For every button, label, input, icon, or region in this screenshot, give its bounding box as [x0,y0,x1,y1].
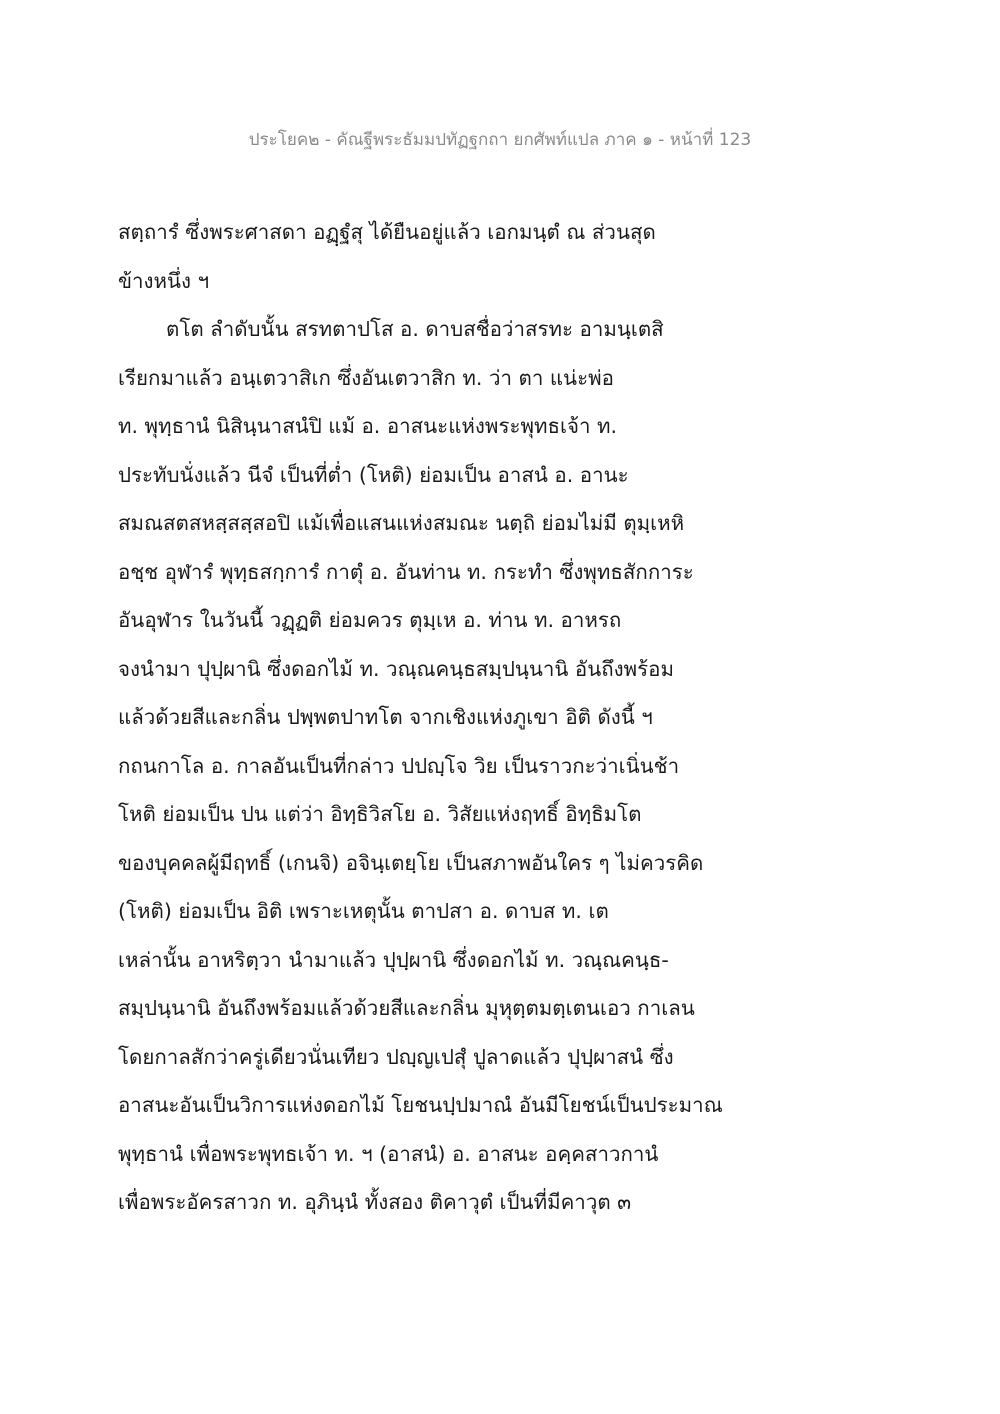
text-line: ท. พุทฺธานํ นิสินฺนาสนํปิ แม้ อ. อาสนะแห่งพระพุทธเจ้า ท. [118,414,618,438]
page-header: ประโยค๒ - คัณฐีพระธัมมปทัฏฐกถา ยกศัพท์แปล ภาค ๑ - หน้าที่ 123 [248,130,752,150]
text-line: ของบุคคลผู้มีฤทธิ์ (เกนจิ) อจินฺเตยฺโย เป็นสภาพอันใคร ๆ ไม่ควรคิด [118,850,704,875]
text-line: แล้วด้วยสีและกลิ่น ปพฺพตปาทโต จากเชิงแห่งภูเขา อิติ ดังนี้ ฯ [118,705,653,729]
text-line: สตฺถารํ ซึ่งพระศาสดา อฏฺฐํสุ ได้ยืนอยู่แล้ว เอกมนฺตํ ณ ส่วนสุด [118,220,656,244]
text-line: ข้างหนึ่ง ฯ [118,268,210,293]
text-line: จงนำมา ปุปฺผานิ ซึ่งดอกไม้ ท. วณฺณคนฺธสมฺปนฺนานิ อันถึงพร้อม [118,656,675,681]
text-line: สมณสตสหสฺสสฺสอปิ แม้เพื่อแสนแห่งสมณะ นตฺถิ ย่อมไม่มี ตุมฺเหหิ [118,511,685,535]
text-line: เพื่อพระอัครสาวก ท. อุภินฺนํ ทั้งสอง ติคาวุตํ เป็นที่มีคาวุต ๓ [118,1190,632,1214]
text-line: (โหติ) ย่อมเป็น อิติ เพราะเหตุนั้น ตาปสา อ. ดาบส ท. เต [118,899,609,923]
text-line: พุทฺธานํ เพื่อพระพุทธเจ้า ท. ฯ (อาสนํ) อ. อาสนะ อคฺคสาวกานํ [118,1141,659,1166]
body-text [118,214,738,1233]
text-line: ประทับนั่งแล้ว นีจํ เป็นที่ต่ำ (โหติ) ย่อมเป็น อาสนํ อ. อานะ [118,462,629,487]
text-line: เรียกมาแล้ว อนฺเตวาสิเก ซึ่งอันเตวาสิก ท. ว่า ตา แน่ะพ่อ [118,365,614,390]
text-line: กถนกาโล อ. กาลอันเป็นที่กล่าว ปปญฺโจ วิย เป็นราวกะว่าเนิ่นช้า [118,753,680,778]
text-line: เหล่านั้น อาหริตฺวา นำมาแล้ว ปุปฺผานิ ซึ่งดอกไม้ ท. วณฺณคนฺธ- [118,947,669,972]
text-line: โดยกาลสักว่าครู่เดียวนั่นเทียว ปญฺญเปสุํ ปูลาดแล้ว ปุปฺผาสนํ ซึ่ง [118,1044,674,1069]
text-line: อชฺช อุฬารํ พุทฺธสกฺการํ กาตุํ อ. อันท่าน ท. กระทำ ซึ่งพุทธสักการะ [118,559,694,584]
text-line: อาสนะอันเป็นวิการแห่งดอกไม้ โยชนปฺปมาณํ อันมีโยชน์เป็นประมาณ [118,1093,723,1117]
paragraph-first-line: ตโต ลำดับนั้น สรทตาปโส อ. ดาบสชื่อว่าสรทะ อามนฺเตสิ [166,317,664,341]
text-line: สมฺปนฺนานิ อันถึงพร้อมแล้วด้วยสีและกลิ่น มุหุตฺตมตฺเตนเอว กาเลน [118,996,695,1020]
text-line: โหติ ย่อมเป็น ปน แต่ว่า อิทฺธิวิสโย อ. วิสัยแห่งฤทธิ์ อิทฺธิมโต [118,802,642,826]
text-line: อันอุฬาร ในวันนี้ วฏฺฏติ ย่อมควร ตุมฺเห อ. ท่าน ท. อาหรถ [118,608,622,632]
